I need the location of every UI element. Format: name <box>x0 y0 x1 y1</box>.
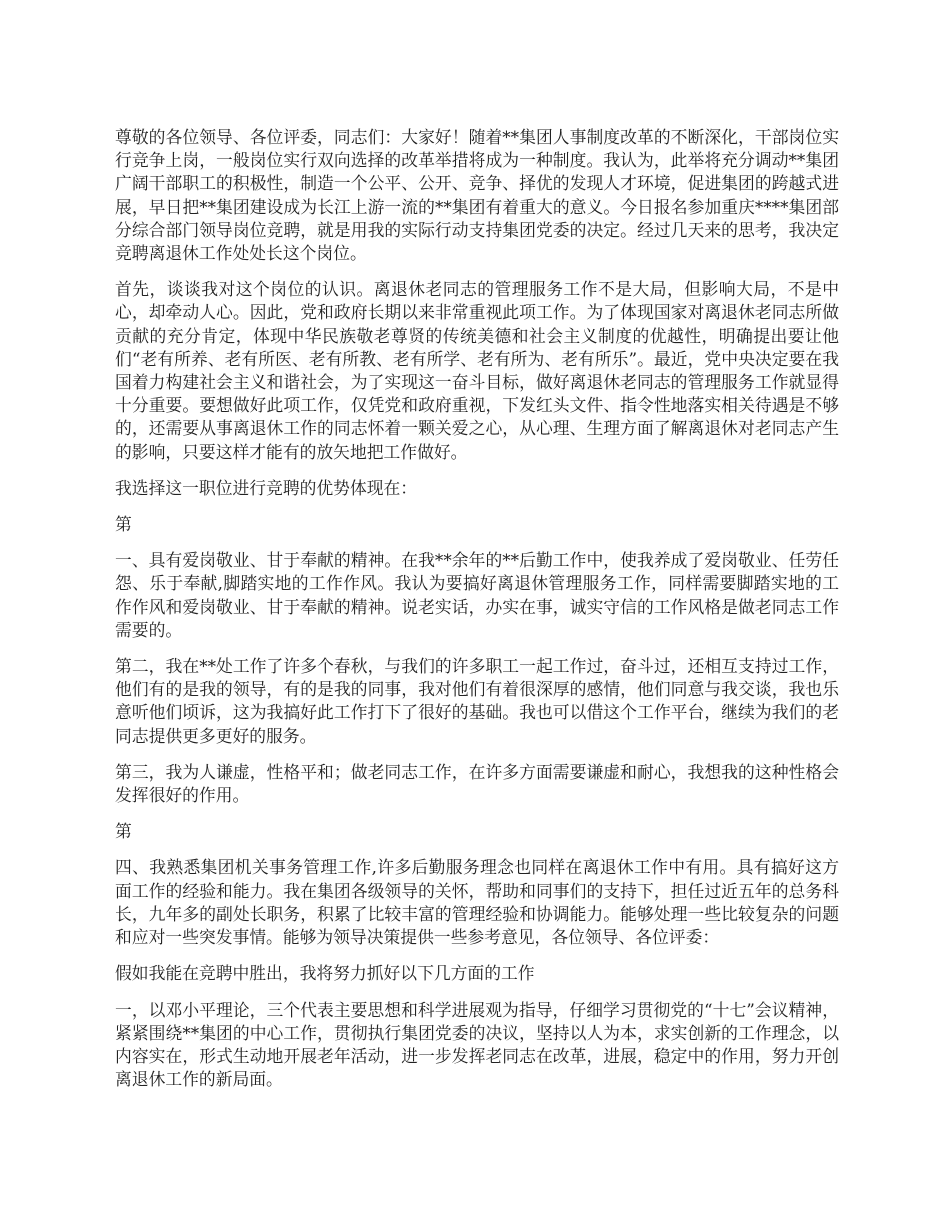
paragraph-ordinal-first: 第 <box>115 514 132 535</box>
paragraph-advantage-four: 四、我熟悉集团机关事务管理工作,许多后勤服务理念也同样在离退休工作中有用。具有搞好这方面工作的经验和能力。我在集团各级领导的关怀，帮助和同事们的支持下，担任过近五年的总务科长，九年多的副处长职务，积累了比较丰富的管理经验和协调能力。能够处理一些比较复杂的问题和应对一些突发事情。能够为领导决策提供一些参考意见，各位领导、各位评委： <box>115 857 839 948</box>
paragraph-ordinal-fourth: 第 <box>115 821 132 842</box>
paragraph-advantage-two: 第二，我在**处工作了许多个春秋，与我们的许多职工一起工作过，奋斗过，还相互支持过工作，他们有的是我的领导，有的是我的同事，我对他们有着很深厚的感情，他们同意与我交谈，我也乐意听他们顷诉，这为我搞好此工作打下了很好的基础。我也可以借这个工作平台，继续为我们的老同志提供更多更好的服务。 <box>115 656 839 746</box>
paragraph-advantages-intro: 我选择这一职位进行竞聘的优势体现在： <box>115 477 418 498</box>
document-body <box>115 126 839 1104</box>
paragraph-plan-one: 一，以邓小平理论，三个代表主要思想和科学进展观为指导，仔细学习贯彻党的“十七”会议精神，紧紧围绕**集团的中心工作，贯彻执行集团党委的决议，坚持以人为本，求实创新的工作理念，以内容实在，形式生动地开展老年活动，进一步发挥老同志在改革，进展，稳定中的作用，努力开创离退休工作的新局面。 <box>115 999 839 1090</box>
paragraph-opening: 尊敬的各位领导、各位评委，同志们：大家好！随着**集团人事制度改革的不断深化，干部岗位实行竞争上岗，一般岗位实行双向选择的改革举措将成为一种制度。我认为，此举将充分调动**集团广阔干部职工的积极性，制造一个公平、公开、竞争、择优的发现人才环境，促进集团的跨越式进展，早日把**集团建设成为长江上游一流的**集团有着重大的意义。今日报名参加重庆****集团部分综合部门领导岗位竞聘，就是用我的实际行动支持集团党委的决定。经过几天来的思考，我决定竞聘离退休工作处处长这个岗位。 <box>115 127 839 264</box>
paragraph-advantage-three: 第三，我为人谦虚，性格平和；做老同志工作，在许多方面需要谦虚和耐心，我想我的这种性格会发挥很好的作用。 <box>115 761 839 806</box>
paragraph-plan-intro: 假如我能在竞聘中胜出，我将努力抓好以下几方面的工作 <box>115 963 535 984</box>
paragraph-advantage-one: 一、具有爱岗敬业、甘于奉献的精神。在我**余年的**后勤工作中，使我养成了爱岗敬业、任劳任怨、乐于奉献,脚踏实地的工作作风。我认为要搞好离退休管理服务工作，同样需要脚踏实地的工作作风和爱岗敬业、甘于奉献的精神。说老实话，办实在事，诚实守信的工作风格是做老同志工作需要的。 <box>115 550 839 640</box>
paragraph-understanding: 首先，谈谈我对这个岗位的认识。离退休老同志的管理服务工作不是大局，但影响大局，不是中心，却牵动人心。因此，党和政府长期以来非常重视此项工作。为了体现国家对离退休老同志所做贡献的充分肯定，体现中华民族敬老尊贤的传统美德和社会主义制度的优越性，明确提出要让他们“老有所养、老有所医、老有所教、老有所学、老有所为、老有所乐”。最近，党中央决定要在我国着力构建社会主义和谐社会，为了实现这一奋斗目标，做好离退休老同志的管理服务工作就显得十分重要。要想做好此项工作，仅凭党和政府重视，下发红头文件、指令性地落实相关待遇是不够的，还需要从事离退休工作的同志怀着一颗关爱之心，从心理、生理方面了解离退休对老同志产生的影响，只要这样才能有的放矢地把工作做好。 <box>115 279 839 462</box>
